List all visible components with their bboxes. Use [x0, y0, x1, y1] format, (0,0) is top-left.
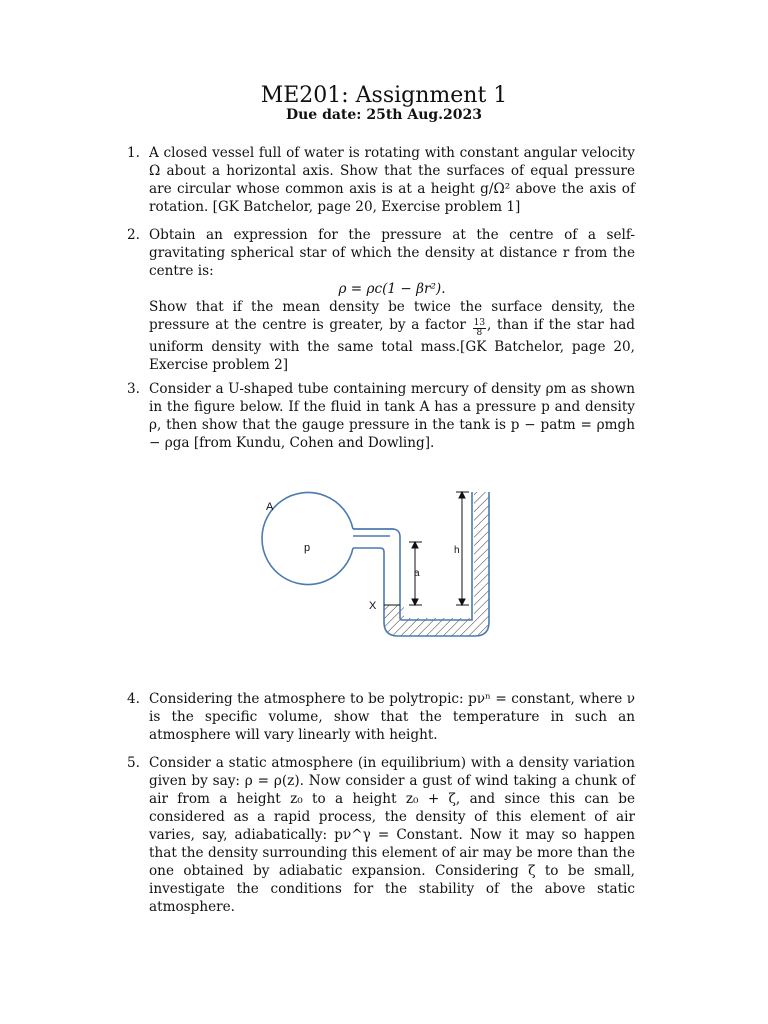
page-title: ME201: Assignment 1 [260, 83, 508, 108]
problem-1 [127, 144, 635, 216]
u-tube-outer-wall [353, 492, 489, 636]
problem-text: Obtain an expression for the pressure at the centre of a self-gravitating spherical star of which the density at distance r from the centre is: [149, 227, 635, 279]
problem-text: Consider a U-shaped tube containing mercury of density ρm as shown in the figure below. If the fluid in tank A has a pressure p and density ρ, then show that the gauge pressure in the tank is p − patm = ρmgh − ρga [from Kundu, Cohen and Dowling]. [149, 381, 635, 451]
problem-number: 5. [127, 755, 140, 771]
problem-number: 1. [127, 145, 140, 161]
label-x-level: X [369, 600, 377, 612]
due-date: Due date: 25th Aug.2023 [285, 107, 483, 123]
label-h-height: h [454, 545, 460, 556]
tank-a [262, 493, 353, 585]
problem-text: Considering the atmosphere to be polytropic: pνⁿ = constant, where ν is the specific volume, show that the temperature in such an atmosphere will vary linearly with height. [149, 691, 635, 743]
label-a-height: a [414, 568, 420, 579]
problem-number: 4. [127, 691, 140, 707]
problem-5 [127, 754, 635, 916]
label-pressure: p [304, 542, 311, 554]
factor-fraction: $\frac{13}{8}$ [473, 318, 486, 338]
problem-3 [127, 380, 635, 452]
problem-text: Consider a static atmosphere (in equilibrium) with a density variation given by say: ρ = ρ(z). Now consider a gust of wind taking a chunk of air from a height z₀ to a height z₀ + ζ, and since this can be considered as a rapid process, the density of this element of air varies, say, adiabatically: pν^γ = Constant. Now it may so happen that the density surrounding this element of air may be more than the one obtained by adiabatic expansion. Considering ζ to be small, investigate the conditions for the stability of the above static atmosphere. [149, 755, 635, 915]
problem-text-continued: Show that if the mean density be twice the surface density, the pressure at the centre is greater, by a factor $\frac{13}{8}$ , than if the star had uniform density with the same total mass.[GK Batchelor, page 20, Exercise problem 2] [149, 299, 635, 373]
label-a-tank: A [266, 501, 274, 513]
problem-number: 3. [127, 381, 140, 397]
density-equation: ρ = ρc(1 − βr²). [338, 281, 446, 297]
problem-text: A closed vessel full of water is rotating with constant angular velocity Ω about a horizontal axis. Show that the surfaces of equal pressure are circular whose common axis is at a height g/Ω² above the axis of rotation. [GK Batchelor, page 20, Exercise problem 1] [149, 145, 635, 215]
u-tube-manometer-figure [244, 470, 526, 666]
problem-2 [127, 226, 635, 374]
problem-4 [127, 690, 635, 744]
problem-number: 2. [127, 227, 140, 243]
